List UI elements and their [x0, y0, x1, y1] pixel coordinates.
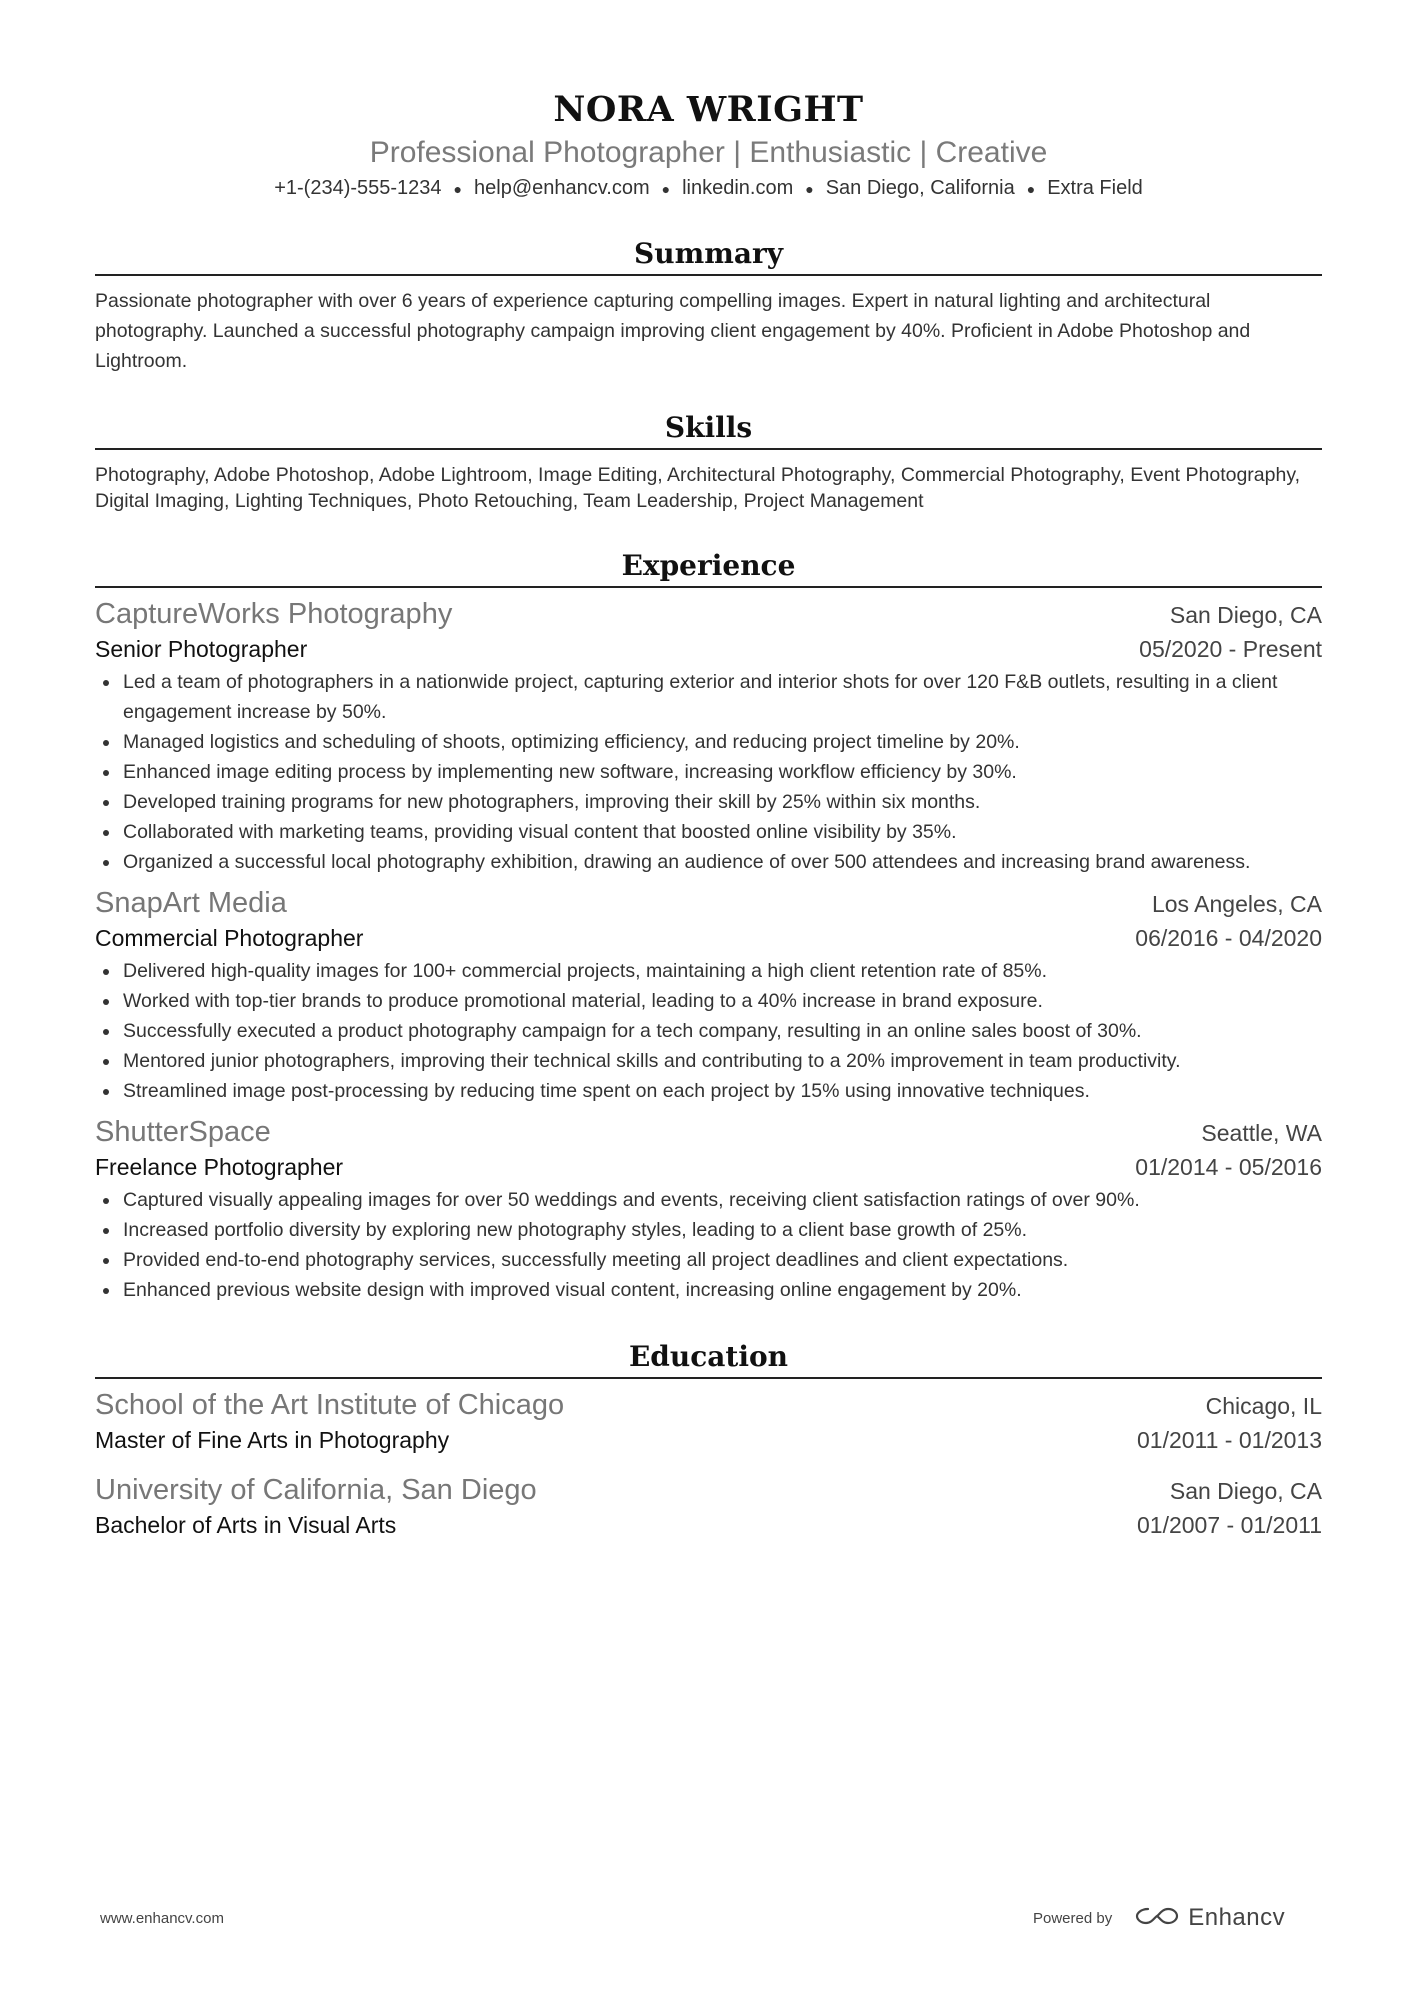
bullet-separator: ● [661, 180, 671, 197]
entry-subheader [95, 1424, 1322, 1456]
experience-entry [95, 596, 1322, 877]
education-section [95, 1337, 1322, 1541]
experience-section [95, 546, 1322, 1305]
summary-text: Passionate photographer with over 6 years of experience capturing compelling images. Expert in natural lighting and architectural photography. Launched a successful photography campaign improving client engagement by 40%. Proficient in Adobe Photoshop and Lightroom. [95, 290, 1251, 372]
section-title-experience: Experience [621, 549, 796, 582]
footer-website-link[interactable]: www.enhancv.com [100, 1910, 224, 1927]
extra-field: Extra Field [1047, 177, 1143, 199]
entry-subheader [95, 922, 1322, 954]
entry-subheader [95, 1151, 1322, 1183]
company-name: SnapArt Media [95, 887, 287, 919]
location-text: San Diego, California [825, 177, 1015, 199]
list-item: Increased portfolio diversity by exploring new photography styles, leading to a client base growth of 25%. [123, 1215, 1322, 1245]
school-location: San Diego, CA [1169, 1478, 1322, 1504]
education-dates: 01/2007 - 01/2011 [1136, 1512, 1322, 1538]
list-item: Organized a successful local photography exhibition, drawing an audience of over 500 attendees and increasing brand awareness. [123, 847, 1322, 877]
candidate-tagline: Professional Photographer | Enthusiastic | Creative [369, 136, 1048, 169]
email-address[interactable]: help@enhancv.com [474, 177, 650, 199]
job-title: Commercial Photographer [95, 925, 364, 951]
degree-name: Bachelor of Arts in Visual Arts [95, 1512, 397, 1538]
entry-header [95, 1472, 1322, 1509]
company-location: Los Angeles, CA [1151, 891, 1322, 917]
achievement-list [95, 1185, 1322, 1305]
bullet-separator: ● [1026, 180, 1036, 197]
section-divider [95, 586, 1322, 588]
section-divider [95, 1377, 1322, 1379]
entry-header [95, 596, 1322, 633]
section-title-education: Education [628, 1340, 789, 1373]
entry-header [95, 1114, 1322, 1151]
list-item: Managed logistics and scheduling of shoots, optimizing efficiency, and reducing project timeline by 20%. [123, 727, 1322, 757]
resume-page [95, 0, 1322, 1541]
school-name: University of California, San Diego [95, 1474, 537, 1506]
candidate-name: NORA WRIGHT [553, 89, 864, 130]
list-item: Collaborated with marketing teams, providing visual content that boosted online visibility by 35%. [123, 817, 1322, 847]
list-item: Enhanced image editing process by implementing new software, increasing workflow efficiency by 30%. [123, 757, 1322, 787]
achievement-list [95, 667, 1322, 877]
list-item: Led a team of photographers in a nationwide project, capturing exterior and interior shots for over 120 F&B outlets, resulting in a client engagement increase by 50%. [123, 667, 1322, 727]
section-divider [95, 274, 1322, 276]
education-entry [95, 1387, 1322, 1456]
powered-by-text: Powered by [1033, 1909, 1113, 1927]
company-name: CaptureWorks Photography [95, 598, 453, 630]
list-item: Captured visually appealing images for over 50 weddings and events, receiving client satisfaction ratings of over 90%. [123, 1185, 1322, 1215]
list-item: Worked with top-tier brands to produce promotional material, leading to a 40% increase in brand exposure. [123, 986, 1322, 1016]
job-dates: 05/2020 - Present [1139, 636, 1322, 662]
company-name: ShutterSpace [95, 1116, 271, 1148]
job-title: Freelance Photographer [95, 1154, 344, 1180]
section-title-summary: Summary [634, 237, 783, 270]
entry-header [95, 885, 1322, 922]
summary-section [95, 234, 1322, 376]
list-item: Enhanced previous website design with improved visual content, increasing online engagement by 20%. [123, 1275, 1322, 1305]
company-location: Seattle, WA [1201, 1120, 1322, 1146]
linkedin-link[interactable]: linkedin.com [682, 177, 794, 199]
list-item: Streamlined image post-processing by reducing time spent on each project by 15% using innovative techniques. [123, 1076, 1322, 1106]
contact-line [95, 174, 1322, 202]
achievement-list [95, 956, 1322, 1106]
skills-section [95, 408, 1322, 514]
section-divider [95, 448, 1322, 450]
job-title: Senior Photographer [95, 636, 308, 662]
section-title-skills: Skills [664, 411, 753, 444]
degree-name: Master of Fine Arts in Photography [95, 1427, 450, 1453]
entry-header [95, 1387, 1322, 1424]
enhancv-brand-text: Enhancv [1188, 1904, 1286, 1931]
education-entry [95, 1472, 1322, 1541]
job-dates: 01/2014 - 05/2016 [1135, 1154, 1322, 1180]
company-location: San Diego, CA [1169, 602, 1322, 628]
education-dates: 01/2011 - 01/2013 [1136, 1427, 1322, 1453]
entry-subheader [95, 633, 1322, 665]
job-dates: 06/2016 - 04/2020 [1135, 925, 1322, 951]
experience-entry [95, 1114, 1322, 1305]
list-item: Successfully executed a product photography campaign for a tech company, resulting in an online sales boost of 30%. [123, 1016, 1322, 1046]
footer-branding [1033, 1898, 1285, 1938]
skills-text: Photography, Adobe Photoshop, Adobe Lightroom, Image Editing, Architectural Photography, Commercial Photography, Event Photography, Digital Imaging, Lighting Techniques, Photo Retouching, Team Leadership, Project Management [95, 464, 1301, 512]
phone-number: +1-(234)-555-1234 [274, 177, 442, 199]
bullet-separator: ● [453, 180, 463, 197]
entry-subheader [95, 1509, 1322, 1541]
school-name: School of the Art Institute of Chicago [95, 1389, 565, 1421]
list-item: Developed training programs for new photographers, improving their skill by 25% within six months. [123, 787, 1322, 817]
experience-entry [95, 885, 1322, 1106]
list-item: Delivered high-quality images for 100+ commercial projects, maintaining a high client retention rate of 85%. [123, 956, 1322, 986]
bullet-separator: ● [805, 180, 814, 197]
school-location: Chicago, IL [1205, 1393, 1322, 1419]
enhancv-logo-icon [1134, 1904, 1180, 1933]
list-item: Provided end-to-end photography services, successfully meeting all project deadlines and client expectations. [123, 1245, 1322, 1275]
list-item: Mentored junior photographers, improving their technical skills and contributing to a 20% improvement in team productivity. [123, 1046, 1322, 1076]
